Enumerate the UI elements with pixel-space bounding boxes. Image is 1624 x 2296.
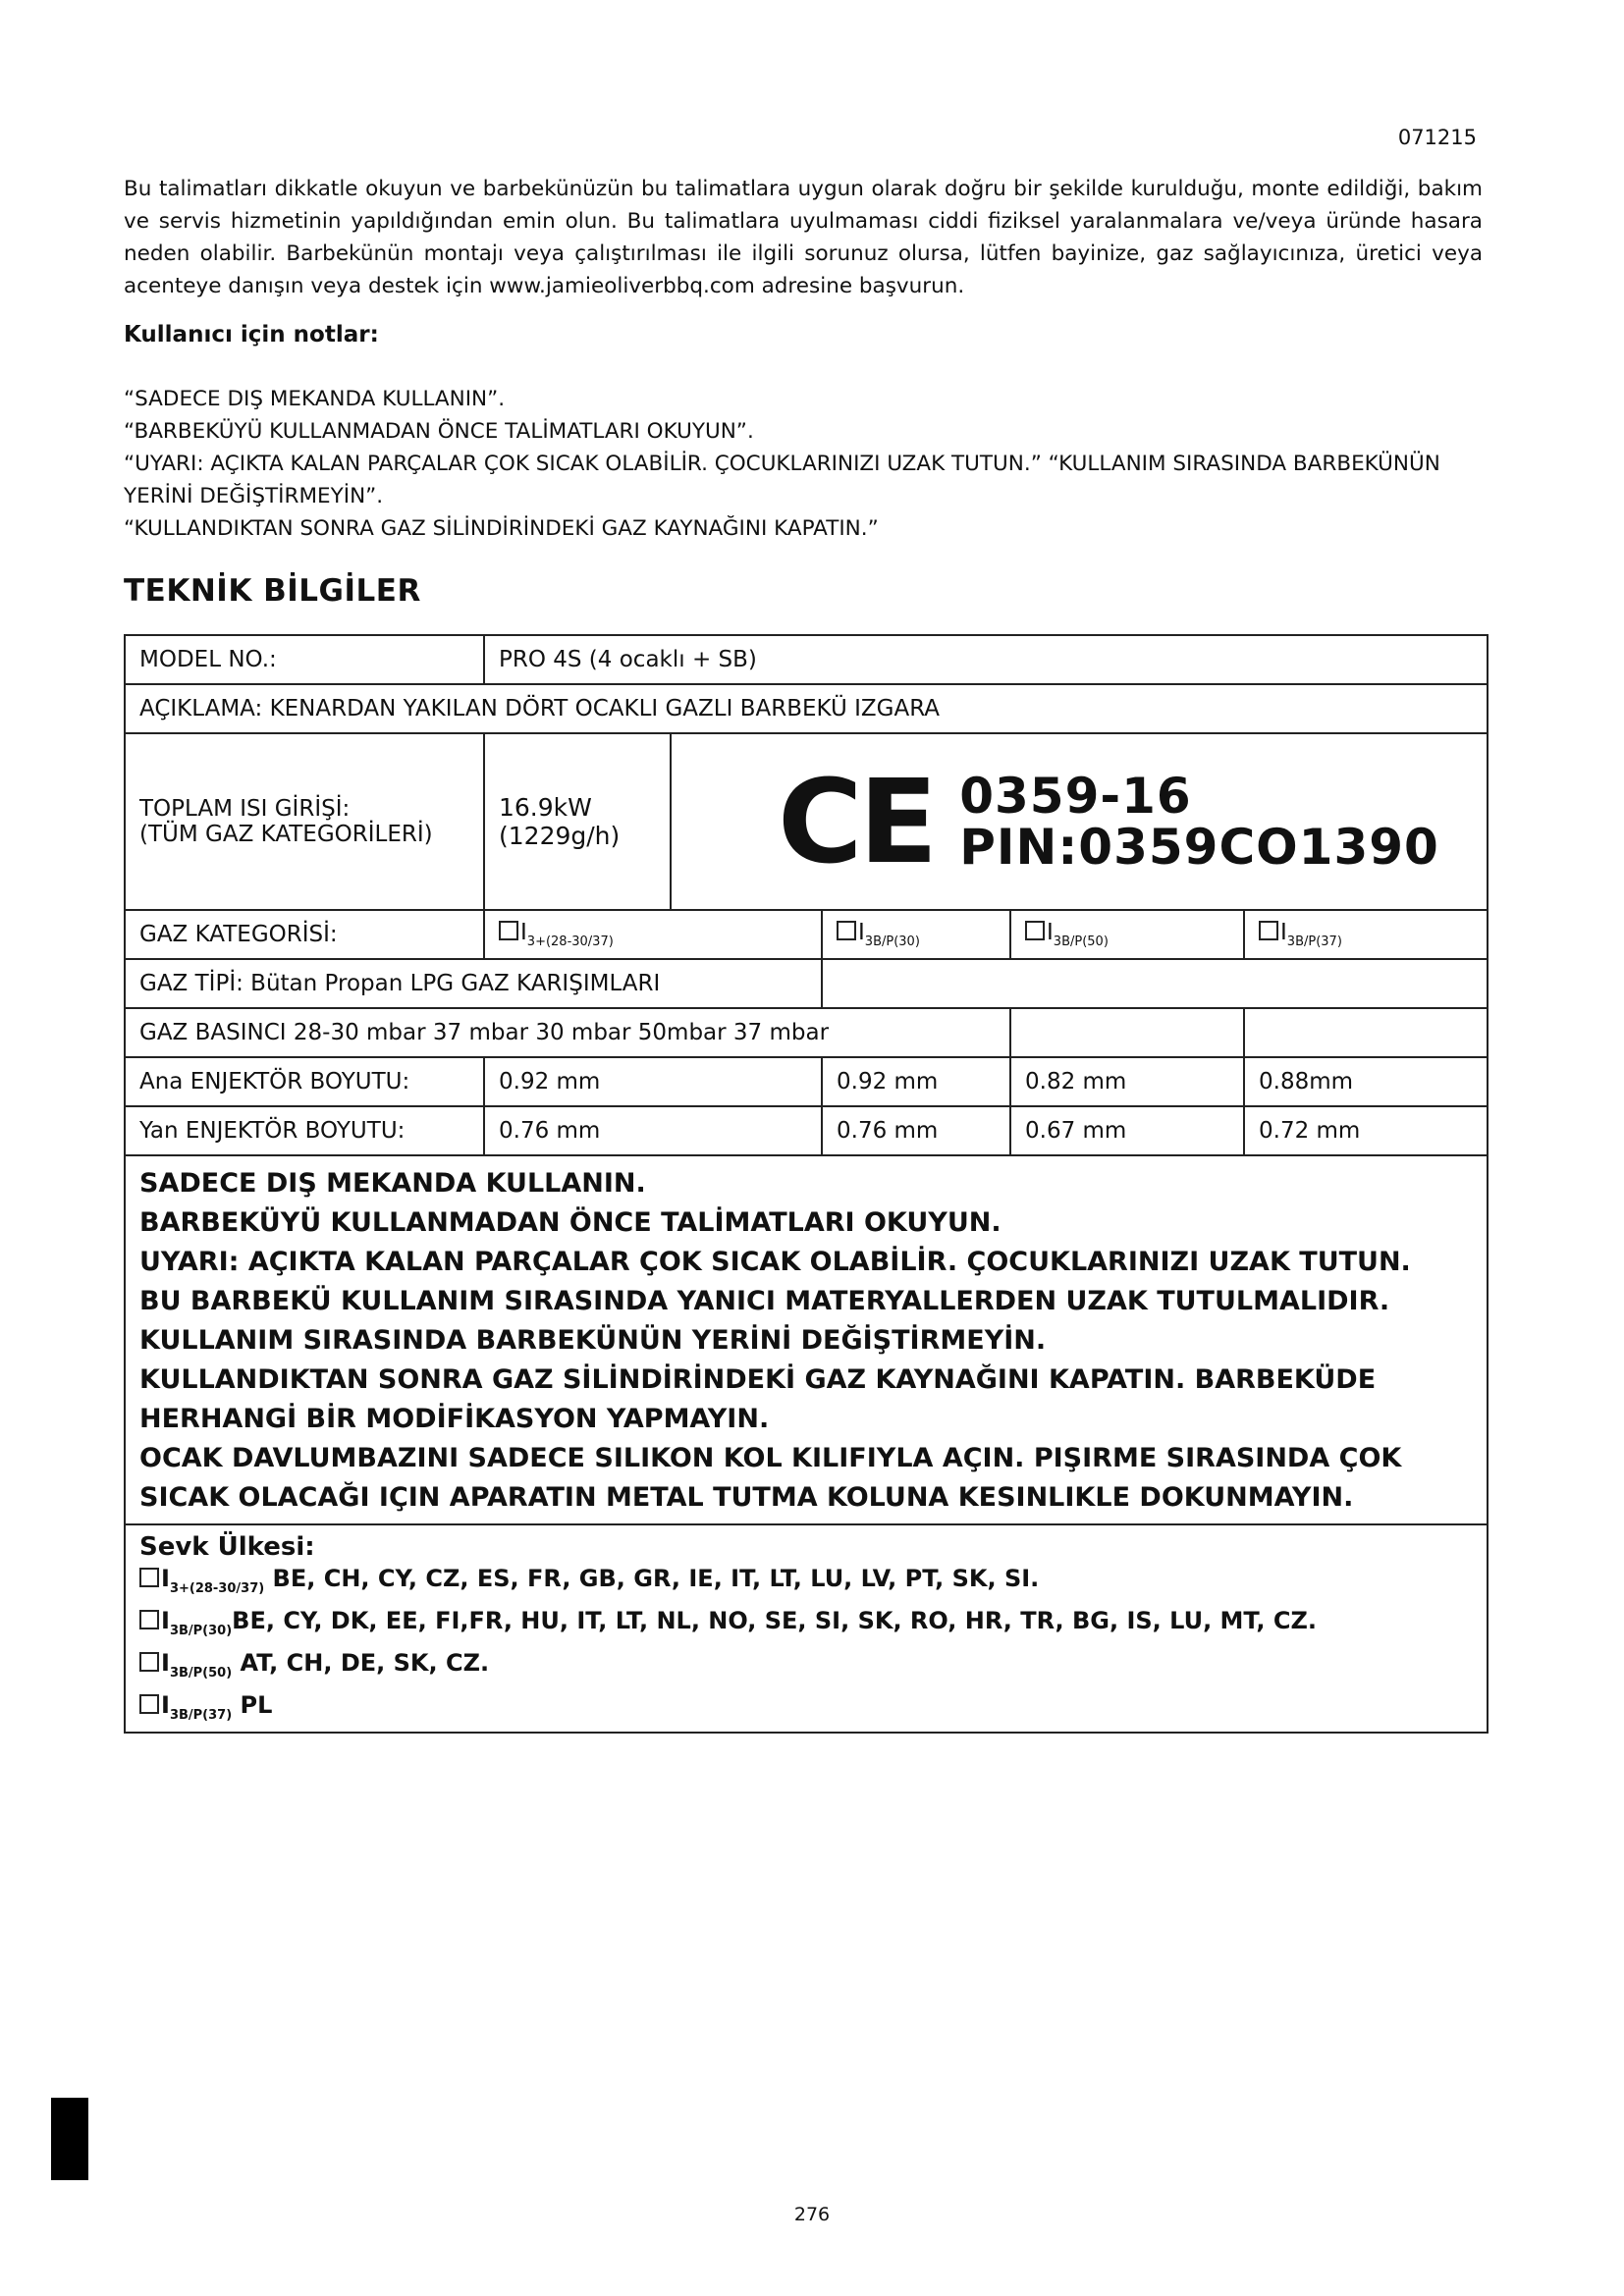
side-injector-value: 0.72 mm xyxy=(1244,1106,1488,1155)
section-marker-tab xyxy=(51,2098,88,2180)
category-main: I xyxy=(858,920,865,945)
main-injector-value: 0.92 mm xyxy=(822,1057,1010,1106)
side-injector-value: 0.76 mm xyxy=(822,1106,1010,1155)
warning-line: HERHANGİ BİR MODİFİKASYON YAPMAYIN. xyxy=(139,1404,770,1434)
gas-pressure-empty xyxy=(1244,1008,1488,1057)
country-list-text: PL xyxy=(240,1691,273,1719)
countries-list xyxy=(139,1563,1473,1732)
country-category-sub: 3B/P(50) xyxy=(169,1666,233,1681)
checkbox-icon xyxy=(1025,921,1045,940)
gas-category-label: GAZ KATEGORİSİ: xyxy=(125,910,484,959)
checkbox-icon xyxy=(499,921,518,940)
warning-line: SADECE DIŞ MEKANDA KULLANIN. xyxy=(139,1168,646,1199)
warning-line: BU BARBEKÜ KULLANIM SIRASINDA YANICI MATERYALLERDEN UZAK TUTULMALIDIR. xyxy=(139,1286,1390,1316)
gas-category-cell xyxy=(484,910,822,959)
gas-category-cell xyxy=(822,910,1010,959)
note-item: “SADECE DIŞ MEKANDA KULLANIN”. xyxy=(124,387,506,411)
gas-type-empty xyxy=(822,959,1488,1008)
category-main: I xyxy=(520,920,527,945)
intro-paragraph: Bu talimatları dikkatle okuyun ve barbekünüzün bu talimatlara uygun olarak doğru bir şekilde kurulduğu, monte edildiği, bakım ve servis hizmetinin yapıldığından emin olun. Bu talimatlara uyulmaması ciddi fiziksel yaralanmalara ve/veya üründe hasara neden olabilir. Barbekünün montajı veya çalıştırılması ile ilgili sorunuz olursa, lütfen bayinize, gaz sağlayıcınıza, üretici veya acenteye danışın veya destek için www.jamieoliverbbq.com adresine başvurun. xyxy=(124,177,1483,298)
notes-list xyxy=(124,383,1498,545)
country-category-main: I xyxy=(161,1691,170,1719)
page-number: 276 xyxy=(793,2204,831,2225)
category-sub: 3B/P(37) xyxy=(1286,934,1342,949)
category-main: I xyxy=(1280,920,1287,945)
side-injector-value: 0.67 mm xyxy=(1010,1106,1244,1155)
heat-input-label-line2: (TÜM GAZ KATEGORİLERİ) xyxy=(139,822,433,847)
checkbox-icon xyxy=(139,1694,159,1714)
main-injector-value: 0.88mm xyxy=(1244,1057,1488,1106)
warnings-cell xyxy=(125,1155,1488,1524)
description: AÇIKLAMA: KENARDAN YAKILAN DÖRT OCAKLI GAZLI BARBEKÜ IZGARA xyxy=(125,684,1488,733)
warning-line: OCAK DAVLUMBAZINI SADECE SILIKON KOL KILIFIYLA AÇIN. PIŞIRME SIRASINDA ÇOK xyxy=(139,1443,1402,1473)
warnings-list xyxy=(139,1164,1473,1518)
country-category-main: I xyxy=(161,1607,170,1634)
note-item: “KULLANDIKTAN SONRA GAZ SİLİNDİRİNDEKİ GAZ KAYNAĞINI KAPATIN.” xyxy=(124,516,879,541)
gas-type: GAZ TİPİ: Bütan Propan LPG GAZ KARIŞIMLARI xyxy=(125,959,822,1008)
document-code: 071215 xyxy=(1397,126,1477,149)
countries-cell xyxy=(125,1524,1488,1733)
heat-input-kw: 16.9kW xyxy=(499,793,592,822)
ce-mark-logo: CE xyxy=(778,754,935,889)
ce-certification xyxy=(671,733,1488,910)
category-sub: 3B/P(50) xyxy=(1053,934,1109,949)
main-injector-label: Ana ENJEKTÖR BOYUTU: xyxy=(125,1057,484,1106)
country-row xyxy=(139,1647,1473,1689)
country-row xyxy=(139,1689,1473,1732)
country-row xyxy=(139,1563,1473,1605)
heat-input-value xyxy=(484,733,671,910)
gas-pressure-empty xyxy=(1010,1008,1244,1057)
checkbox-icon xyxy=(139,1652,159,1672)
gas-category-cell xyxy=(1010,910,1244,959)
checkbox-icon xyxy=(139,1610,159,1629)
countries-title: Sevk Ülkesi: xyxy=(139,1532,315,1562)
section-heading: TEKNİK BİLGİLER xyxy=(124,573,421,609)
category-main: I xyxy=(1047,920,1054,945)
country-category-main: I xyxy=(161,1649,170,1677)
country-category-main: I xyxy=(161,1565,170,1592)
model-value: PRO 4S (4 ocaklı + SB) xyxy=(484,635,1488,684)
note-item: “UYARI: AÇIKTA KALAN PARÇALAR ÇOK SICAK OLABİLİR. ÇOCUKLARINIZI UZAK TUTUN.” “KULLANIM SIRASINDA BARBEKÜNÜN YERİNİ DEĞİŞTİRMEYİN”. xyxy=(124,452,1440,508)
main-injector-value: 0.82 mm xyxy=(1010,1057,1244,1106)
heat-input-label xyxy=(125,733,484,910)
side-injector-value: 0.76 mm xyxy=(484,1106,822,1155)
warning-line: UYARI: AÇIKTA KALAN PARÇALAR ÇOK SICAK OLABİLİR. ÇOCUKLARINIZI UZAK TUTUN. xyxy=(139,1247,1411,1277)
notes-title: Kullanıcı için notlar: xyxy=(124,322,379,347)
heat-input-gh: (1229g/h) xyxy=(499,822,621,850)
category-sub: 3+(28-30/37) xyxy=(526,934,614,949)
warning-line: KULLANIM SIRASINDA BARBEKÜNÜN YERİNİ DEĞİŞTİRMEYİN. xyxy=(139,1325,1047,1356)
gas-category-cell xyxy=(1244,910,1488,959)
country-row xyxy=(139,1605,1473,1647)
country-list-text: AT, CH, DE, SK, CZ. xyxy=(240,1649,490,1677)
checkbox-icon xyxy=(139,1568,159,1587)
country-category-sub: 3B/P(30) xyxy=(169,1624,233,1638)
checkbox-icon xyxy=(1259,921,1278,940)
warning-line: KULLANDIKTAN SONRA GAZ SİLİNDİRİNDEKİ GAZ KAYNAĞINI KAPATIN. BARBEKÜDE xyxy=(139,1364,1377,1395)
heat-input-label-line1: TOPLAM ISI GİRİŞİ: xyxy=(139,796,351,822)
side-injector-label: Yan ENJEKTÖR BOYUTU: xyxy=(125,1106,484,1155)
note-item: “BARBEKÜYÜ KULLANMADAN ÖNCE TALİMATLARI OKUYUN”. xyxy=(124,419,754,444)
technical-specs-table xyxy=(124,634,1489,1734)
country-category-sub: 3B/P(37) xyxy=(169,1708,233,1723)
main-injector-value: 0.92 mm xyxy=(484,1057,822,1106)
checkbox-icon xyxy=(837,921,856,940)
country-list-text: BE, CH, CY, CZ, ES, FR, GB, GR, IE, IT, LT, LU, LV, PT, SK, SI. xyxy=(272,1565,1040,1592)
country-list-text: BE, CY, DK, EE, FI,FR, HU, IT, LT, NL, NO, SE, SI, SK, RO, HR, TR, BG, IS, LU, MT, CZ. xyxy=(232,1607,1317,1634)
ce-pin: PIN:0359CO1390 xyxy=(959,819,1439,876)
warning-line: SICAK OLACAĞI IÇIN APARATIN METAL TUTMA KOLUNA KESINLIKLE DOKUNMAYIN. xyxy=(139,1482,1354,1513)
ce-number: 0359-16 xyxy=(959,768,1192,825)
model-label: MODEL NO.: xyxy=(125,635,484,684)
category-sub: 3B/P(30) xyxy=(864,934,920,949)
country-category-sub: 3+(28-30/37) xyxy=(169,1581,265,1596)
gas-pressure: GAZ BASINCI 28-30 mbar 37 mbar 30 mbar 50mbar 37 mbar xyxy=(125,1008,1010,1057)
warning-line: BARBEKÜYÜ KULLANMADAN ÖNCE TALİMATLARI OKUYUN. xyxy=(139,1207,1001,1238)
